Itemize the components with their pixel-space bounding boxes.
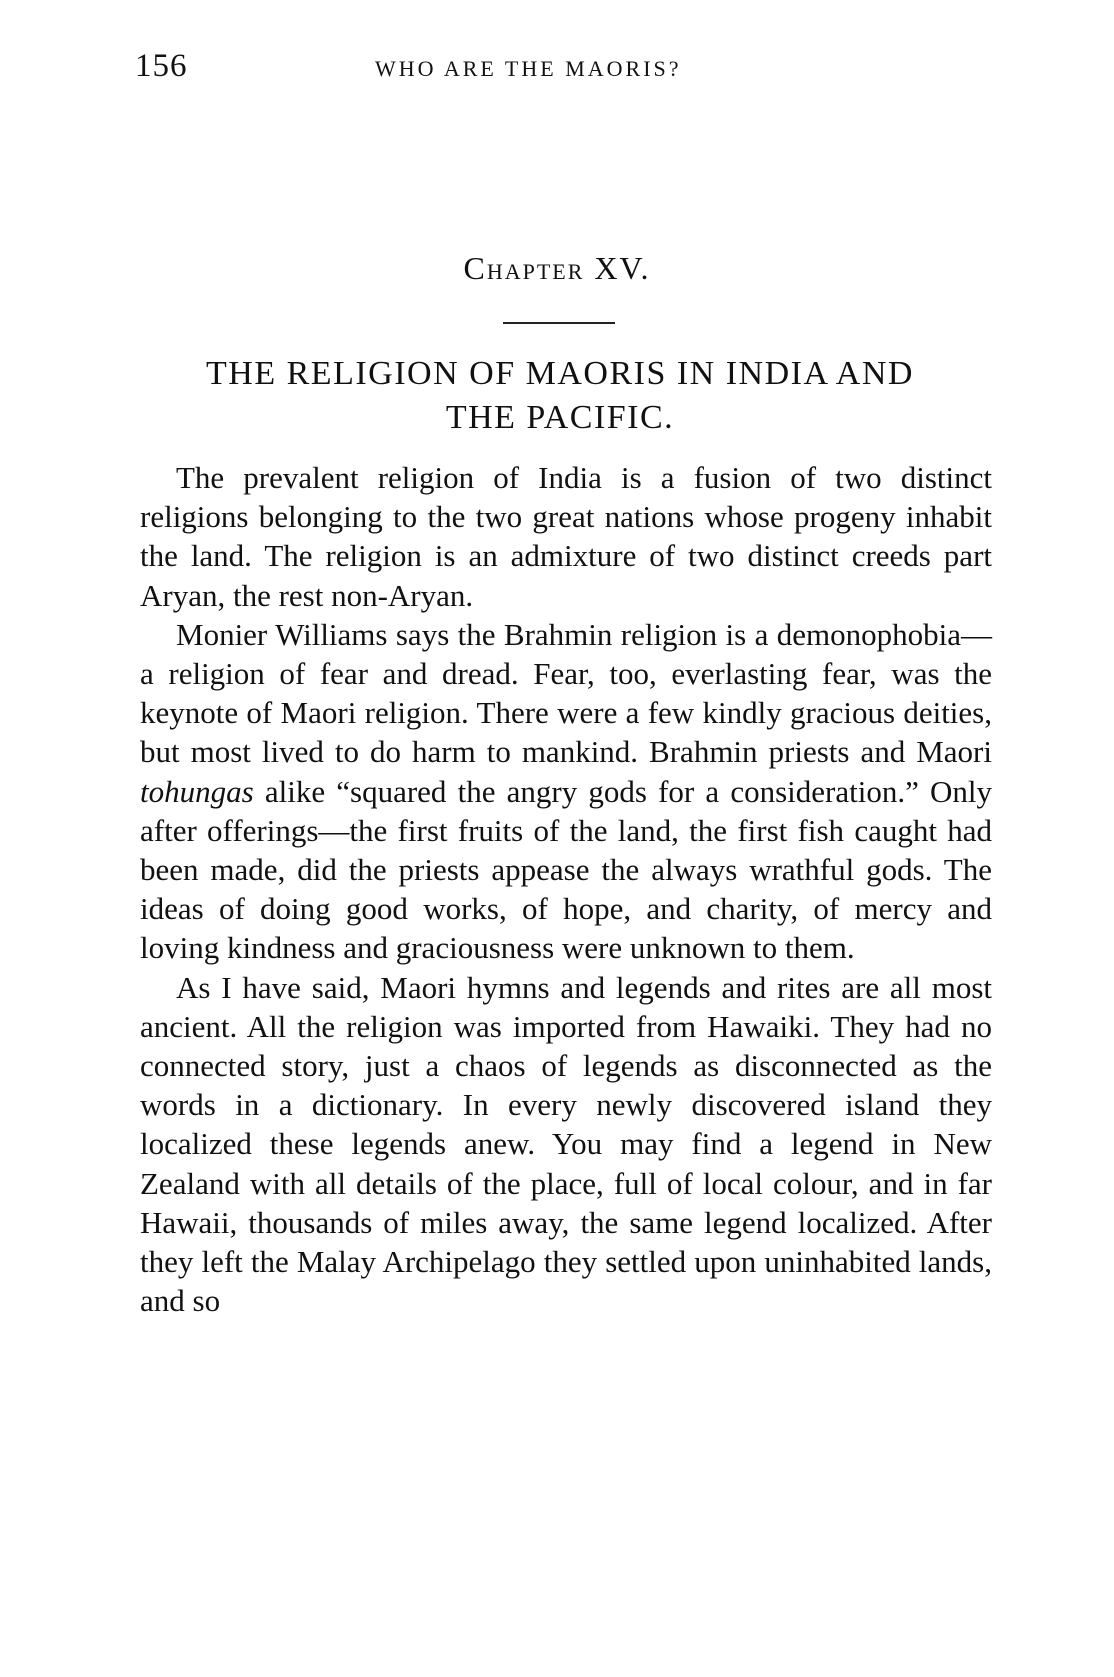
running-title: WHO ARE THE MAORIS? (375, 56, 682, 81)
running-header (135, 48, 995, 88)
chapter-label-text: Chapter XV. (463, 250, 651, 286)
chapter-title-line-1: THE RELIGION OF MAORIS IN INDIA AND (206, 355, 914, 392)
page-number: 156 (135, 48, 188, 84)
chapter-title (130, 352, 990, 440)
paragraph-2-text-before: Monier Williams says the Brahmin religion is a demonophobia—a religion of fear and dread. Fear, too, everlasting fear, was the keynote of Maori religion. There were a few kindly gracious deities, but most lived to do harm to mankind. Brahmin priests and Maori (140, 616, 992, 770)
paragraph-3: As I have said, Maori hymns and legends and rites are all most ancient. All the religion was imported from Hawaiki. They had no connected story, just a chaos of legends as disconnected as the words in a dictionary. In every newly discovered island they localized these legends anew. You may find a legend in New Zealand with all details of the place, full of local colour, and in far Hawaii, thousands of miles away, the same legend localized. After they left the Malay Archipelago they settled upon uninhabited lands, and so (140, 969, 992, 1319)
paragraph-2-italic-term: tohungas (140, 773, 254, 809)
paragraph-2 (140, 615, 992, 968)
chapter-divider-rule (503, 322, 615, 324)
body-text (140, 458, 992, 1320)
chapter-label (0, 250, 1114, 287)
paragraph-1: The prevalent religion of India is a fusion of two distinct religions belonging to the two great nations whose progeny inhabit the land. The religion is an admixture of two distinct creeds part Aryan, the rest non-Aryan. (140, 460, 992, 613)
paragraph-2-text-after: alike “squared the angry gods for a consideration.” Only after offerings—the first fruits of the land, the first fish caught had been made, did the priests appease the always wrathful gods. The ideas of doing good works, of hope, and charity, of mercy and loving kindness and graciousness were unknown to them. (140, 773, 992, 966)
chapter-title-line-2: THE PACIFIC. (445, 399, 675, 436)
